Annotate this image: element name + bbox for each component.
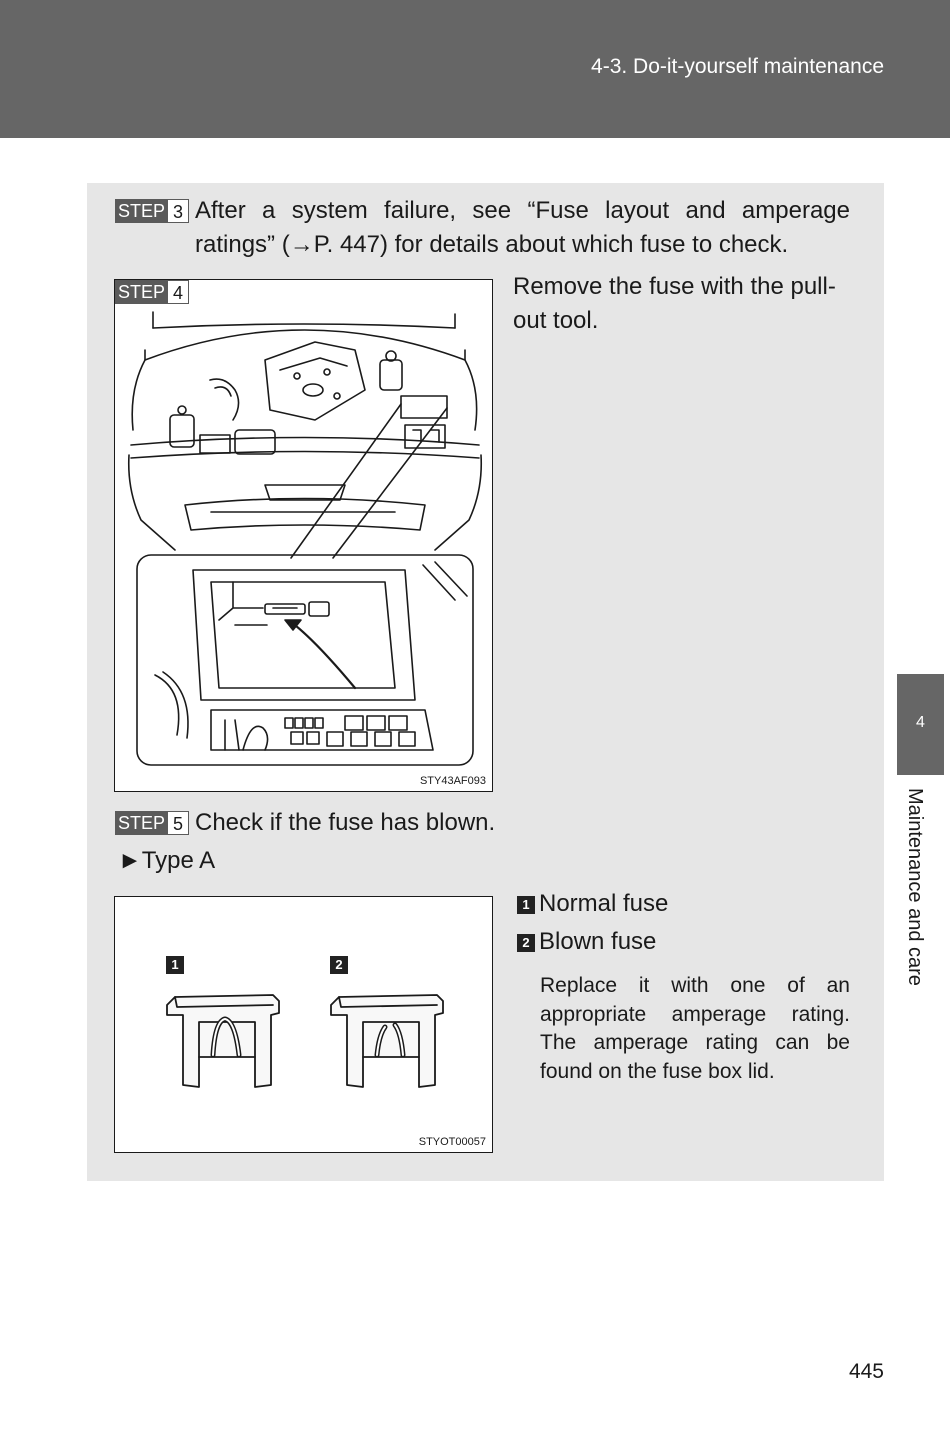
legend-badge-1: 1 xyxy=(517,896,535,914)
page-number: 445 xyxy=(848,1360,884,1383)
fuse-normal-blown-icon xyxy=(115,897,494,1127)
step-5-text: Check if the fuse has blown. xyxy=(195,809,496,836)
step-3-badge xyxy=(115,199,189,223)
step-5-badge xyxy=(115,811,189,835)
page-header xyxy=(0,0,950,138)
step-3-text: After a system failure, see “Fuse layout and amperage ratings” (→P. 447) for details about which fuse to check. xyxy=(195,197,850,258)
legend-badge-2: 2 xyxy=(517,934,535,952)
legend-item-normal xyxy=(517,887,857,921)
fuse-figure xyxy=(114,896,493,1153)
legend-item-blown xyxy=(517,925,857,959)
replace-note: Replace it with one of an appropriate amperage rating. The amperage rating can be found on the fuse box lid. xyxy=(540,974,850,1083)
chapter-tab[interactable] xyxy=(897,674,944,775)
step-4-text: Remove the fuse with the pull-out tool. xyxy=(513,273,836,334)
fuse-label-1: 1 xyxy=(166,956,184,974)
chapter-label: Maintenance and care xyxy=(904,788,926,986)
engine-bay-figure xyxy=(114,279,493,792)
step-word: STEP xyxy=(115,280,168,304)
legend-text-normal: Normal fuse xyxy=(539,890,669,917)
figure-code: STYOT00057 xyxy=(418,1136,486,1148)
figure-code: STY43AF093 xyxy=(419,775,486,787)
step-number: 3 xyxy=(168,199,189,223)
step-number: 5 xyxy=(168,811,189,835)
legend-text-blown: Blown fuse xyxy=(539,928,657,955)
step-number: 4 xyxy=(168,280,189,304)
section-title: 4-3. Do-it-yourself maintenance xyxy=(591,55,884,78)
chapter-tab-number: 4 xyxy=(916,714,925,731)
type-a-heading: ►Type A xyxy=(118,847,216,874)
fuse-label-2: 2 xyxy=(330,956,348,974)
engine-bay-fuse-box-icon xyxy=(115,280,494,770)
step-word: STEP xyxy=(115,811,168,835)
step-word: STEP xyxy=(115,199,168,223)
